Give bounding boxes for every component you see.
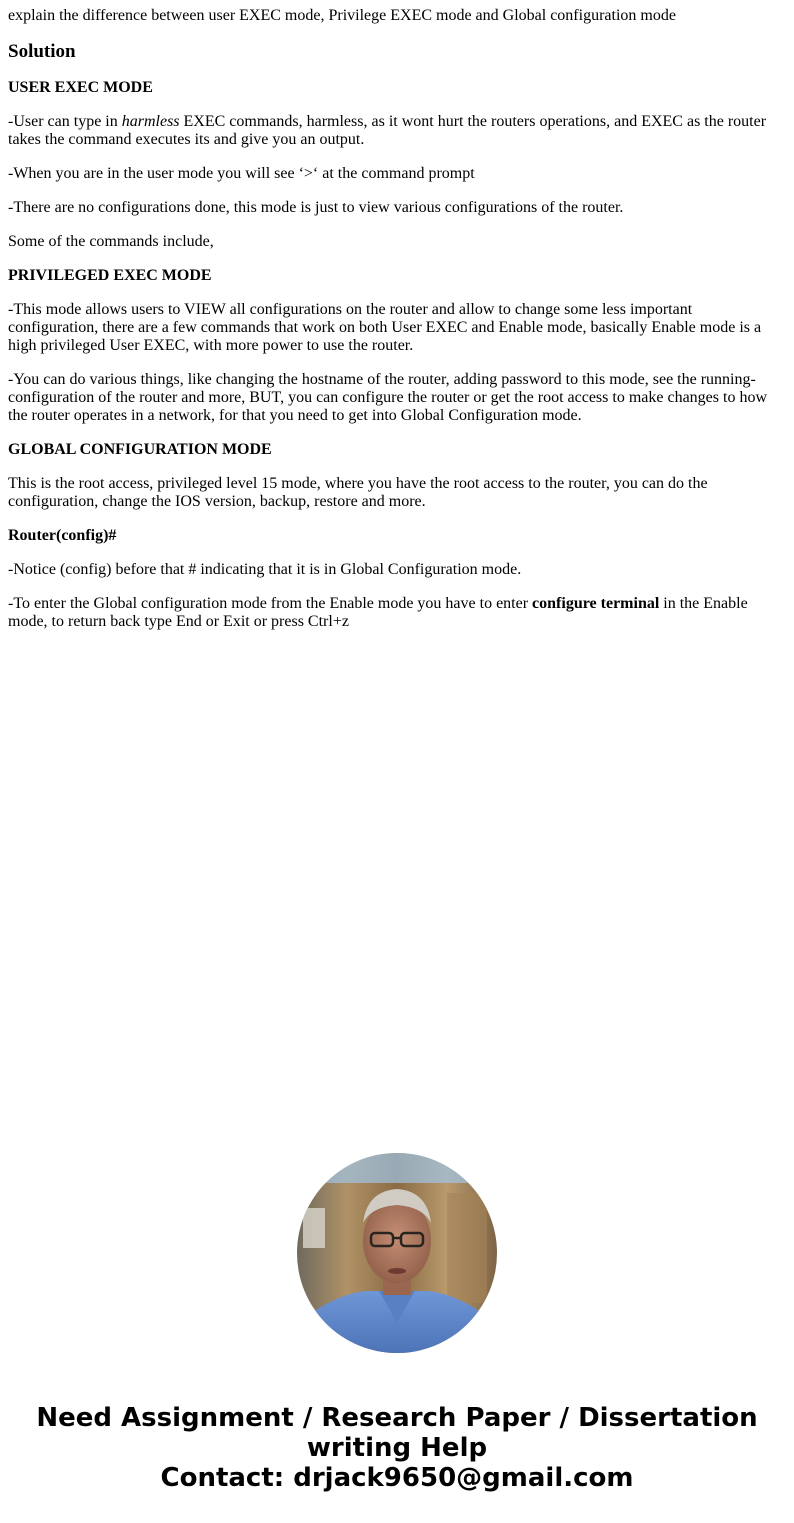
global-config-p3-suffix: in the Enable mode, to return back type End or Exit or press Ctrl+z (8, 595, 748, 630)
privileged-exec-paragraph-2: -You can do various things, like changing the hostname of the router, adding password to this mode, see the running-configuration of the router and more, BUT, you can configure the router or get the root access to make changes to how the router operates in a network, for that you need to get into Global Configuration mode. (8, 371, 767, 424)
user-exec-paragraph-1 (8, 113, 778, 149)
user-exec-p1-emphasis: harmless (121, 113, 180, 130)
author-avatar (297, 1153, 497, 1353)
author-portrait (297, 1153, 497, 1353)
user-exec-p1-suffix: EXEC commands, harmless, as it wont hurt the routers operations, and EXEC as the router takes the command executes its and give you an output. (8, 113, 767, 148)
global-config-p3-prefix: -To enter the Global configuration mode from the Enable mode you have to enter (8, 595, 533, 612)
user-exec-p1-prefix: -User can type in (8, 113, 122, 130)
user-exec-heading: USER EXEC MODE (8, 79, 153, 96)
privileged-exec-paragraph-1: -This mode allows users to VIEW all configurations on the router and allow to change some less important configuration, there are a few commands that work on both User EXEC and Enable mode, basically Enable mode is a high privileged User EXEC, with more power to use the router. (8, 301, 762, 354)
global-config-heading: GLOBAL CONFIGURATION MODE (8, 441, 272, 458)
promo-contact: Contact: drjack9650@gmail.com (160, 1463, 634, 1493)
user-exec-paragraph-3: -There are no configurations done, this mode is just to view various configurations of the router. (8, 199, 624, 216)
global-config-paragraph-1: This is the root access, privileged level 15 mode, where you have the root access to the router, you can do the configuration, change the IOS version, backup, restore and more. (8, 475, 708, 510)
document-body (8, 7, 778, 647)
global-config-prompt: Router(config)# (8, 527, 117, 544)
global-config-paragraph-3 (8, 595, 778, 631)
global-config-paragraph-2: -Notice (config) before that # indicating that it is in Global Configuration mode. (8, 561, 522, 578)
privileged-exec-heading: PRIVILEGED EXEC MODE (8, 267, 212, 284)
promo-line-2: writing Help (306, 1433, 488, 1463)
solution-heading: Solution (8, 41, 76, 62)
question-text: explain the difference between user EXEC mode, Privilege EXEC mode and Global configuration mode (8, 7, 676, 24)
user-exec-paragraph-4: Some of the commands include, (8, 233, 214, 250)
promo-line-1: Need Assignment / Research Paper / Dissertation (36, 1403, 758, 1433)
configure-terminal-command: configure terminal (532, 595, 660, 612)
user-exec-paragraph-2: -When you are in the user mode you will see ‘>‘ at the command prompt (8, 165, 475, 182)
promo-banner (0, 1403, 794, 1493)
